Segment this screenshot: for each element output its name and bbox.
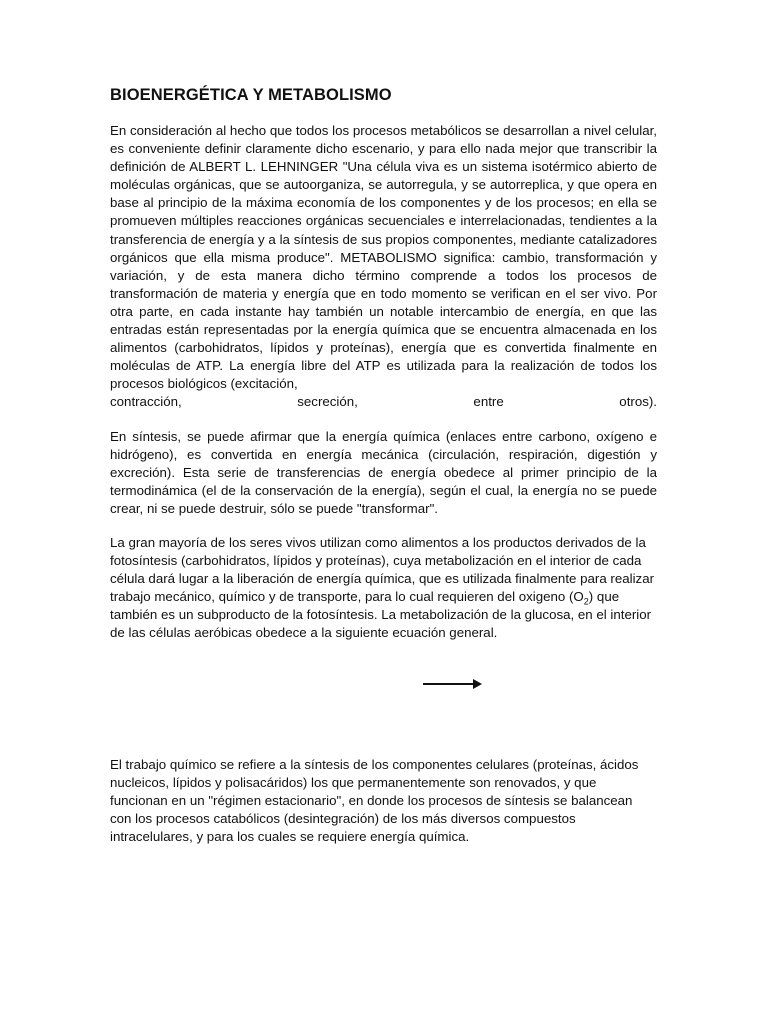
paragraph-3-text-b: ) que también es un subproducto de la fotosíntesis. La metabolización de la glucosa, en el interior de las células aeróbicas obedece a la siguiente ecuación general.	[110, 589, 652, 641]
equation-area	[110, 643, 657, 756]
oxygen-subscript: 2	[583, 596, 589, 607]
paragraph-3-text-a: La gran mayoría de los seres vivos utilizan como alimentos a los productos derivados de la fotosíntesis (carbohidratos, lípidos y proteínas), cuya metabolización en el interior de cada célula dará lugar a la liberación de energía química, que es utilizada finalmente para realizar trabajo mecánico, químico y de transporte, para lo cual requieren del oxigeno (O	[110, 534, 655, 605]
document-title: BIOENERGÉTICA Y METABOLISMO	[110, 86, 392, 104]
paragraph-3	[110, 534, 657, 643]
paragraph-1-last-line: contracción, secreción, entre otros).	[110, 394, 657, 410]
paragraph-4: El trabajo químico se refiere a la síntesis de los componentes celulares (proteínas, ácidos nucleicos, lípidos y polisacáridos) los que permanentemente son renovados, y que funcionan en un "régimen estacionario", en donde los procesos de síntesis se balancean con los procesos catabólicos (desintegración) de los más diversos compuestos intracelulares, y para los cuales se requiere energía química.	[110, 756, 639, 844]
right-arrow-icon	[423, 679, 482, 689]
paragraph-2: En síntesis, se puede afirmar que la energía química (enlaces entre carbono, oxígeno e hidrógeno), es convertida en energía mecánica (circulación, respiración, digestión y excreción). Esta serie de transferencias de energía obedece al primer principio de la termodinámica (el de la conservación de la energía), según el cual, la energía no se puede crear, ni se puede destruir, sólo se puede "transformar".	[110, 428, 657, 516]
document-page	[110, 84, 657, 846]
paragraph-1: En consideración al hecho que todos los procesos metabólicos se desarrollan a nivel celular, es conveniente definir claramente dicho escenario, y para ello nada mejor que transcribir la definición de ALBERT L. LEHNINGER "Una célula viva es un sistema isotérmico abierto de moléculas orgánicas, que se autoorganiza, se autorregula, y se autorreplica, y que opera en base al principio de la máxima economía de los componentes y de los procesos; en ella se promueven múltiples reacciones orgánicas secuenciales e interrelacionadas, tendientes a la transferencia de energía y a la síntesis de sus propios componentes, mediante catalizadores orgánicos que ella misma produce". METABOLISMO significa: cambio, transformación y variación, y de esta manera dicho término comprende a todos los procesos de transformación de materia y energía que en todo momento se verifican en el ser vivo. Por otra parte, en cada instante hay también un notable intercambio de energía, en que las entradas están representadas por la energía química que se encuentra almacenada en los alimentos (carbohidratos, lípidos y proteínas), energía que es convertida finalmente en moléculas de ATP. La energía libre del ATP es utilizada para la realización de todos los procesos biológicos (excitación,	[110, 123, 657, 392]
